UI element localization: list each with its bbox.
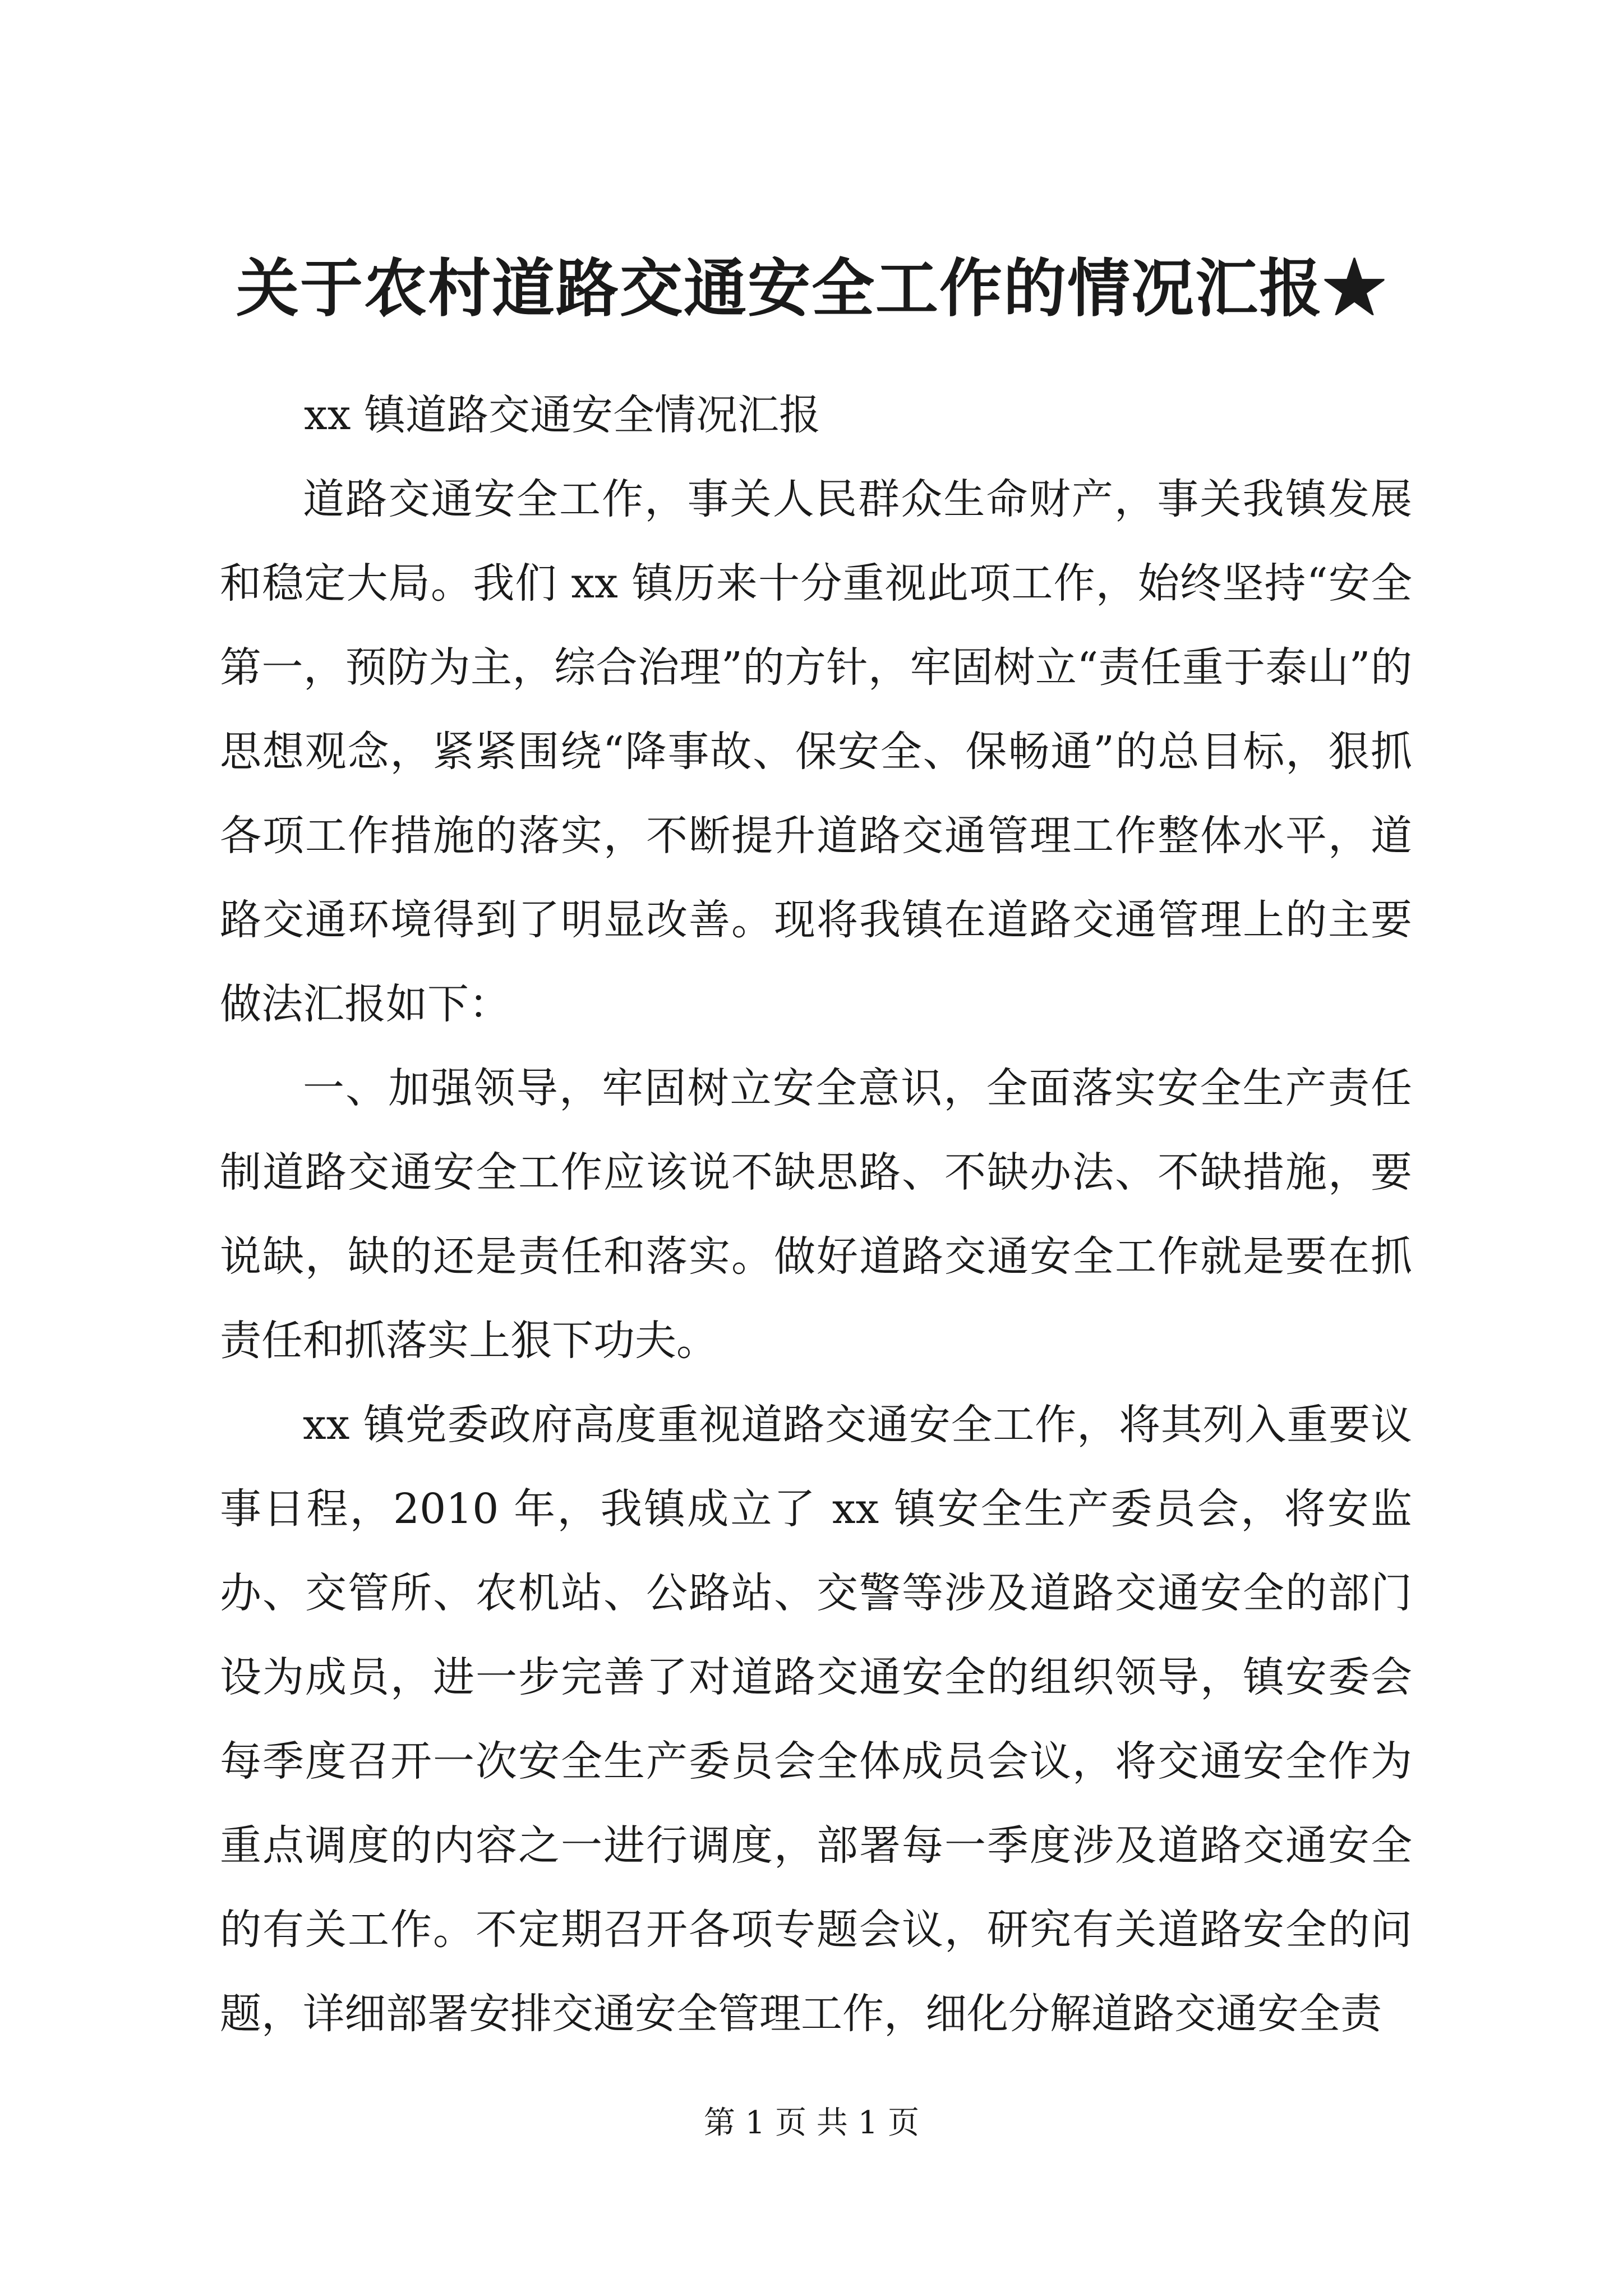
document-body bbox=[220, 373, 1412, 2056]
body-paragraph: xx 镇党委政府高度重视道路交通安全工作，将其列入重要议事日程，2010 年，我镇成立了 xx 镇安全生产委员会，将安监办、交管所、农机站、公路站、交警等涉及道路交通安全的部门设为成员，进一步完善了对道路交通安全的组织领导，镇安委会每季度召开一次安全生产委员会全体成员会议，将交通安全作为重点调度的内容之一进行调度，部署每一季度涉及道路交通安全的有关工作。不定期召开各项专题会议，研究有关道路安全的问题，详细部署安排交通安全管理工作，细化分解道路交通安全责 bbox=[220, 1401, 1412, 2038]
document-title: 关于农村道路交通安全工作的情况汇报★ bbox=[236, 252, 1387, 325]
document-subtitle: xx 镇道路交通安全情况汇报 bbox=[304, 391, 820, 439]
body-paragraph: 一、加强领导，牢固树立安全意识，全面落实安全生产责任制道路交通安全工作应该说不缺思路、不缺办法、不缺措施，要说缺，缺的还是责任和落实。做好道路交通安全工作就是要在抓责任和抓落实上狠下功夫。 bbox=[220, 1064, 1412, 1365]
page-footer: 第 1 页 共 1 页 bbox=[703, 2105, 920, 2141]
body-paragraph: 道路交通安全工作，事关人民群众生命财产，事关我镇发展和稳定大局。我们 xx 镇历来十分重视此项工作，始终坚持“安全第一，预防为主，综合治理”的方针，牢固树立“责任重于泰山”的思想观念，紧紧围绕“降事故、保安全、保畅通”的总目标，狠抓各项工作措施的落实，不断提升道路交通管理工作整体水平，道路交通环境得到了明显改善。现将我镇在道路交通管理上的主要做法汇报如下： bbox=[220, 475, 1412, 1028]
